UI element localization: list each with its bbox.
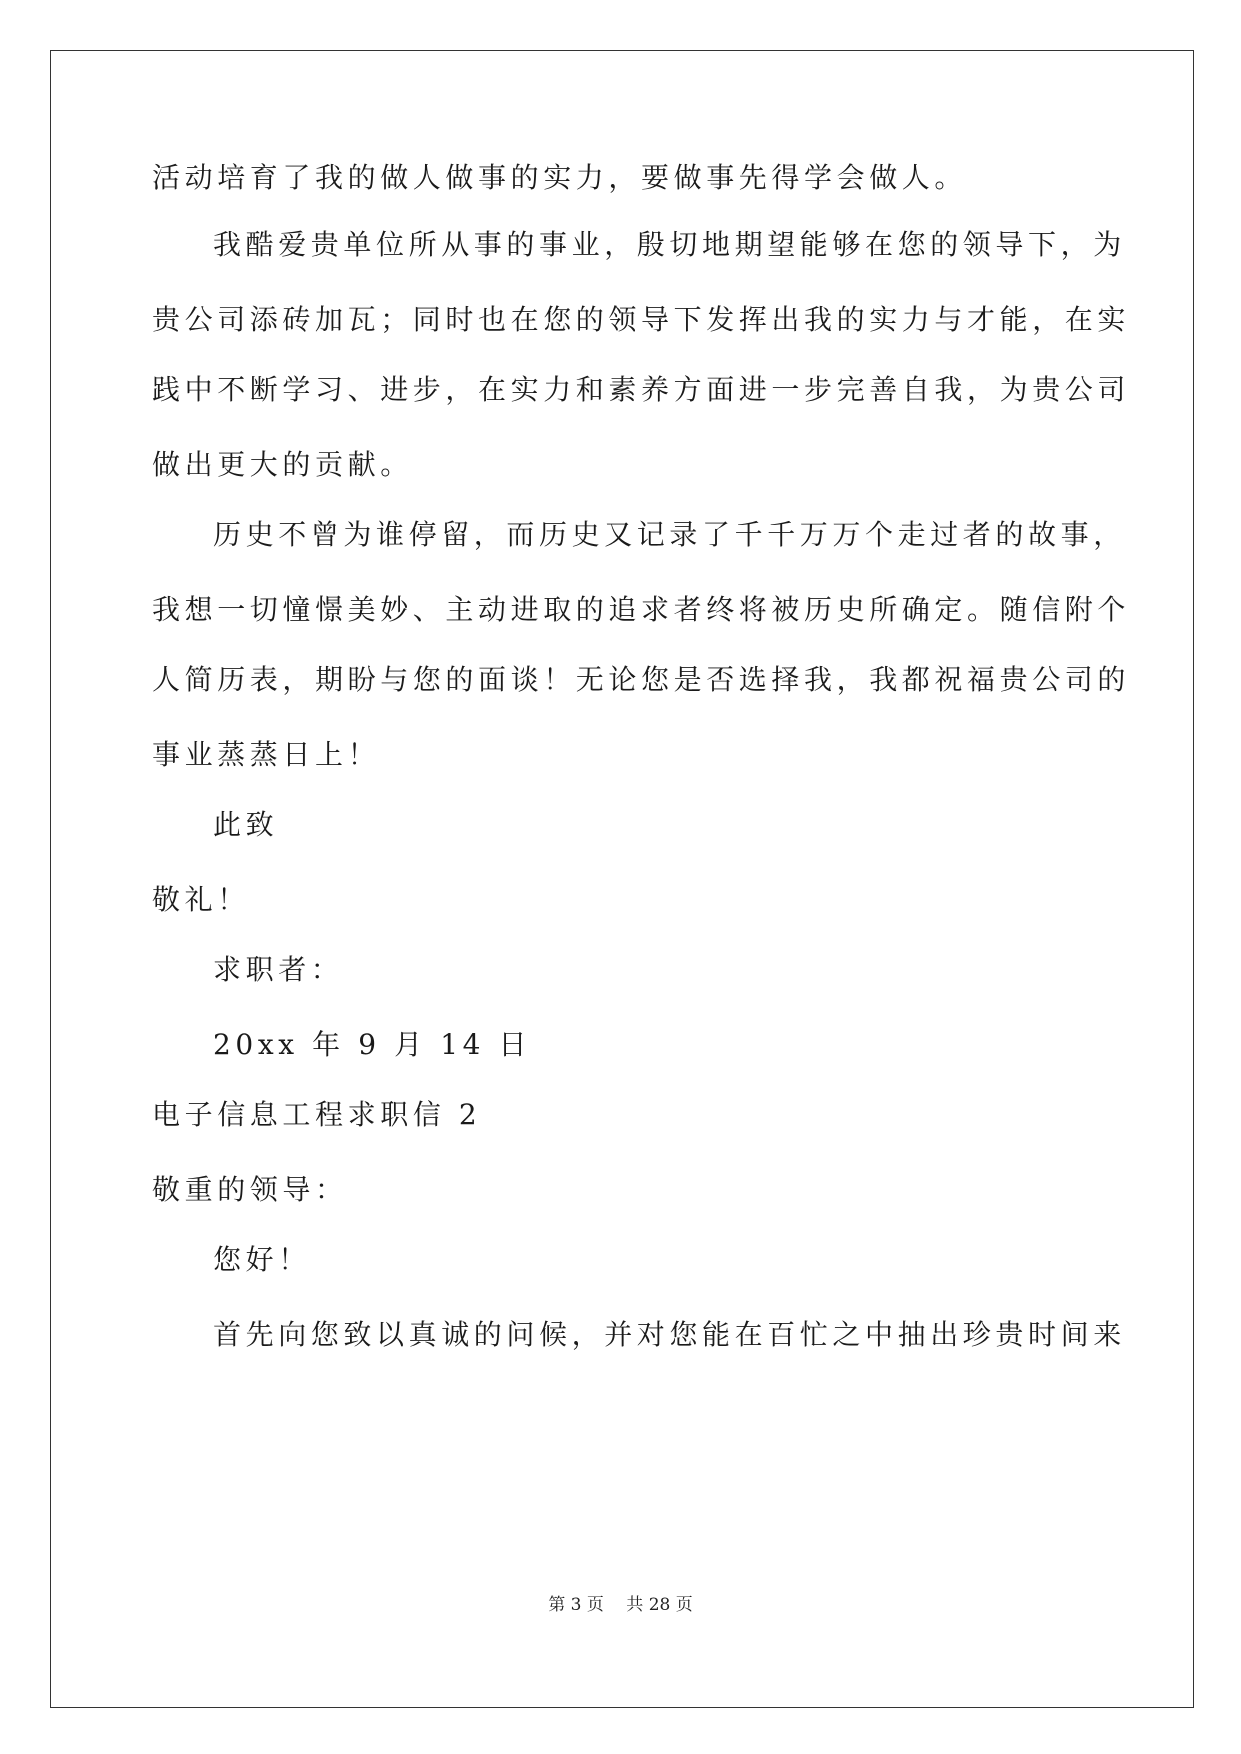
body-text-line: 践中不断学习、进步，在实力和素养方面进一步完善自我，为贵公司 — [152, 373, 1131, 406]
salutation-closing: 此致 — [213, 808, 279, 841]
body-text-line: 人简历表，期盼与您的面谈！无论您是否选择我，我都祝福贵公司的 — [152, 663, 1131, 696]
body-text-line: 我酷爱贵单位所从事的事业，殷切地期望能够在您的领导下，为 — [213, 228, 1126, 261]
body-text-line: 历史不曾为谁停留，而历史又记录了千千万万个走过者的故事， — [213, 518, 1126, 551]
body-text-line: 贵公司添砖加瓦；同时也在您的领导下发挥出我的实力与才能，在实 — [152, 303, 1131, 336]
body-text-line: 我想一切憧憬美妙、主动进取的追求者终将被历史所确定。随信附个 — [152, 593, 1131, 626]
body-text-line: 活动培育了我的做人做事的实力，要做事先得学会做人。 — [152, 161, 968, 194]
body-text-line: 做出更大的贡献。 — [152, 448, 413, 481]
greeting-recipient: 敬重的领导： — [152, 1173, 348, 1206]
page-border — [50, 50, 1194, 1708]
letter-title: 电子信息工程求职信 2 — [152, 1098, 482, 1131]
applicant-label: 求职者： — [213, 953, 344, 986]
letter-date: 20xx 年 9 月 14 日 — [213, 1028, 532, 1061]
salutation-regards: 敬礼！ — [152, 883, 250, 916]
body-text-line: 事业蒸蒸日上！ — [152, 738, 381, 771]
greeting-hello: 您好！ — [213, 1243, 311, 1276]
body-text-line: 首先向您致以真诚的问候，并对您能在百忙之中抽出珍贵时间来 — [213, 1318, 1126, 1351]
page-number: 第 3 页 共 28 页 — [548, 1595, 693, 1615]
